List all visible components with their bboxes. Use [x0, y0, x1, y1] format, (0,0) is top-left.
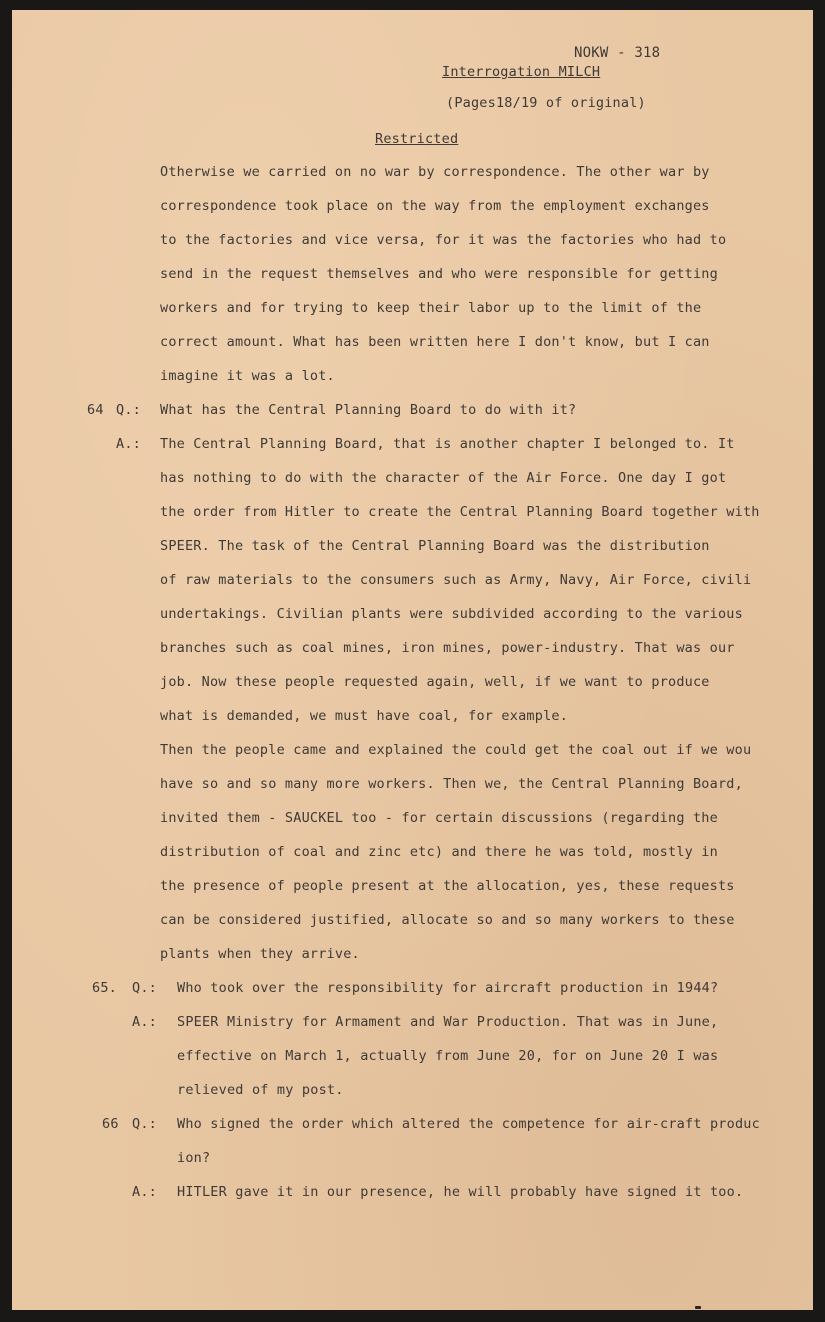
text-line: plants when they arrive.	[160, 946, 360, 962]
question-marker: Q.:	[132, 1116, 157, 1132]
text-line: correspondence took place on the way from the employment exchanges	[160, 198, 710, 214]
text-line: distribution of coal and zinc etc) and there he was told, mostly in	[160, 844, 718, 860]
text-line: invited them - SAUCKEL too - for certain discussions (regarding the	[160, 810, 718, 826]
text-line: to the factories and vice versa, for it was the factories who had to	[160, 232, 727, 248]
question-text: ion?	[177, 1150, 211, 1166]
document-title: Interrogation MILCH	[442, 64, 601, 80]
text-line: of raw materials to the consumers such as Army, Navy, Air Force, civili	[160, 572, 752, 588]
text-line: The Central Planning Board, that is another chapter I belonged to. It	[160, 436, 735, 452]
question-number: 64	[87, 402, 104, 418]
text-line: job. Now these people requested again, well, if we want to produce	[160, 674, 710, 690]
text-line: branches such as coal mines, iron mines, power-industry. That was our	[160, 640, 735, 656]
text-line: the order from Hitler to create the Central Planning Board together with	[160, 504, 760, 520]
text-line: can be considered justified, allocate so and so many workers to these	[160, 912, 735, 928]
question-text: Who took over the responsibility for aircraft production in 1944?	[177, 980, 719, 996]
text-line: workers and for trying to keep their labor up to the limit of the	[160, 300, 702, 316]
classification-label: Restricted	[375, 131, 459, 147]
answer-marker: A.:	[116, 436, 141, 452]
question-marker: Q.:	[132, 980, 157, 996]
question-text: Who signed the order which altered the competence for air-craft produc	[177, 1116, 760, 1132]
document-page	[12, 10, 813, 1310]
text-line: correct amount. What has been written here I don't know, but I can	[160, 334, 710, 350]
question-marker: Q.:	[116, 402, 141, 418]
text-line: effective on March 1, actually from June 20, for on June 20 I was	[177, 1048, 719, 1064]
text-line: SPEER. The task of the Central Planning Board was the distribution	[160, 538, 710, 554]
text-line: SPEER Ministry for Armament and War Production. That was in June,	[177, 1014, 719, 1030]
text-line: HITLER gave it in our presence, he will probably have signed it too.	[177, 1184, 744, 1200]
question-text: What has the Central Planning Board to do with it?	[160, 402, 577, 418]
text-line: send in the request themselves and who were responsible for getting	[160, 266, 718, 282]
text-line: the presence of people present at the allocation, yes, these requests	[160, 878, 735, 894]
question-number: 65.	[92, 980, 117, 996]
text-line: have so and so many more workers. Then we, the Central Planning Board,	[160, 776, 743, 792]
text-line: Then the people came and explained the could get the coal out if we wou	[160, 742, 752, 758]
answer-marker: A.:	[132, 1184, 157, 1200]
text-line: what is demanded, we must have coal, for example.	[160, 708, 569, 724]
text-line: has nothing to do with the character of the Air Force. One day I got	[160, 470, 727, 486]
page-mark	[695, 1306, 701, 1309]
text-line: imagine it was a lot.	[160, 368, 335, 384]
answer-marker: A.:	[132, 1014, 157, 1030]
text-line: relieved of my post.	[177, 1082, 344, 1098]
document-number: NOKW - 318	[574, 45, 661, 61]
question-number: 66	[102, 1116, 119, 1132]
text-line: undertakings. Civilian plants were subdivided according to the various	[160, 606, 743, 622]
pages-note: (Pages18/19 of original)	[446, 95, 646, 111]
text-line: Otherwise we carried on no war by correspondence. The other war by	[160, 164, 710, 180]
